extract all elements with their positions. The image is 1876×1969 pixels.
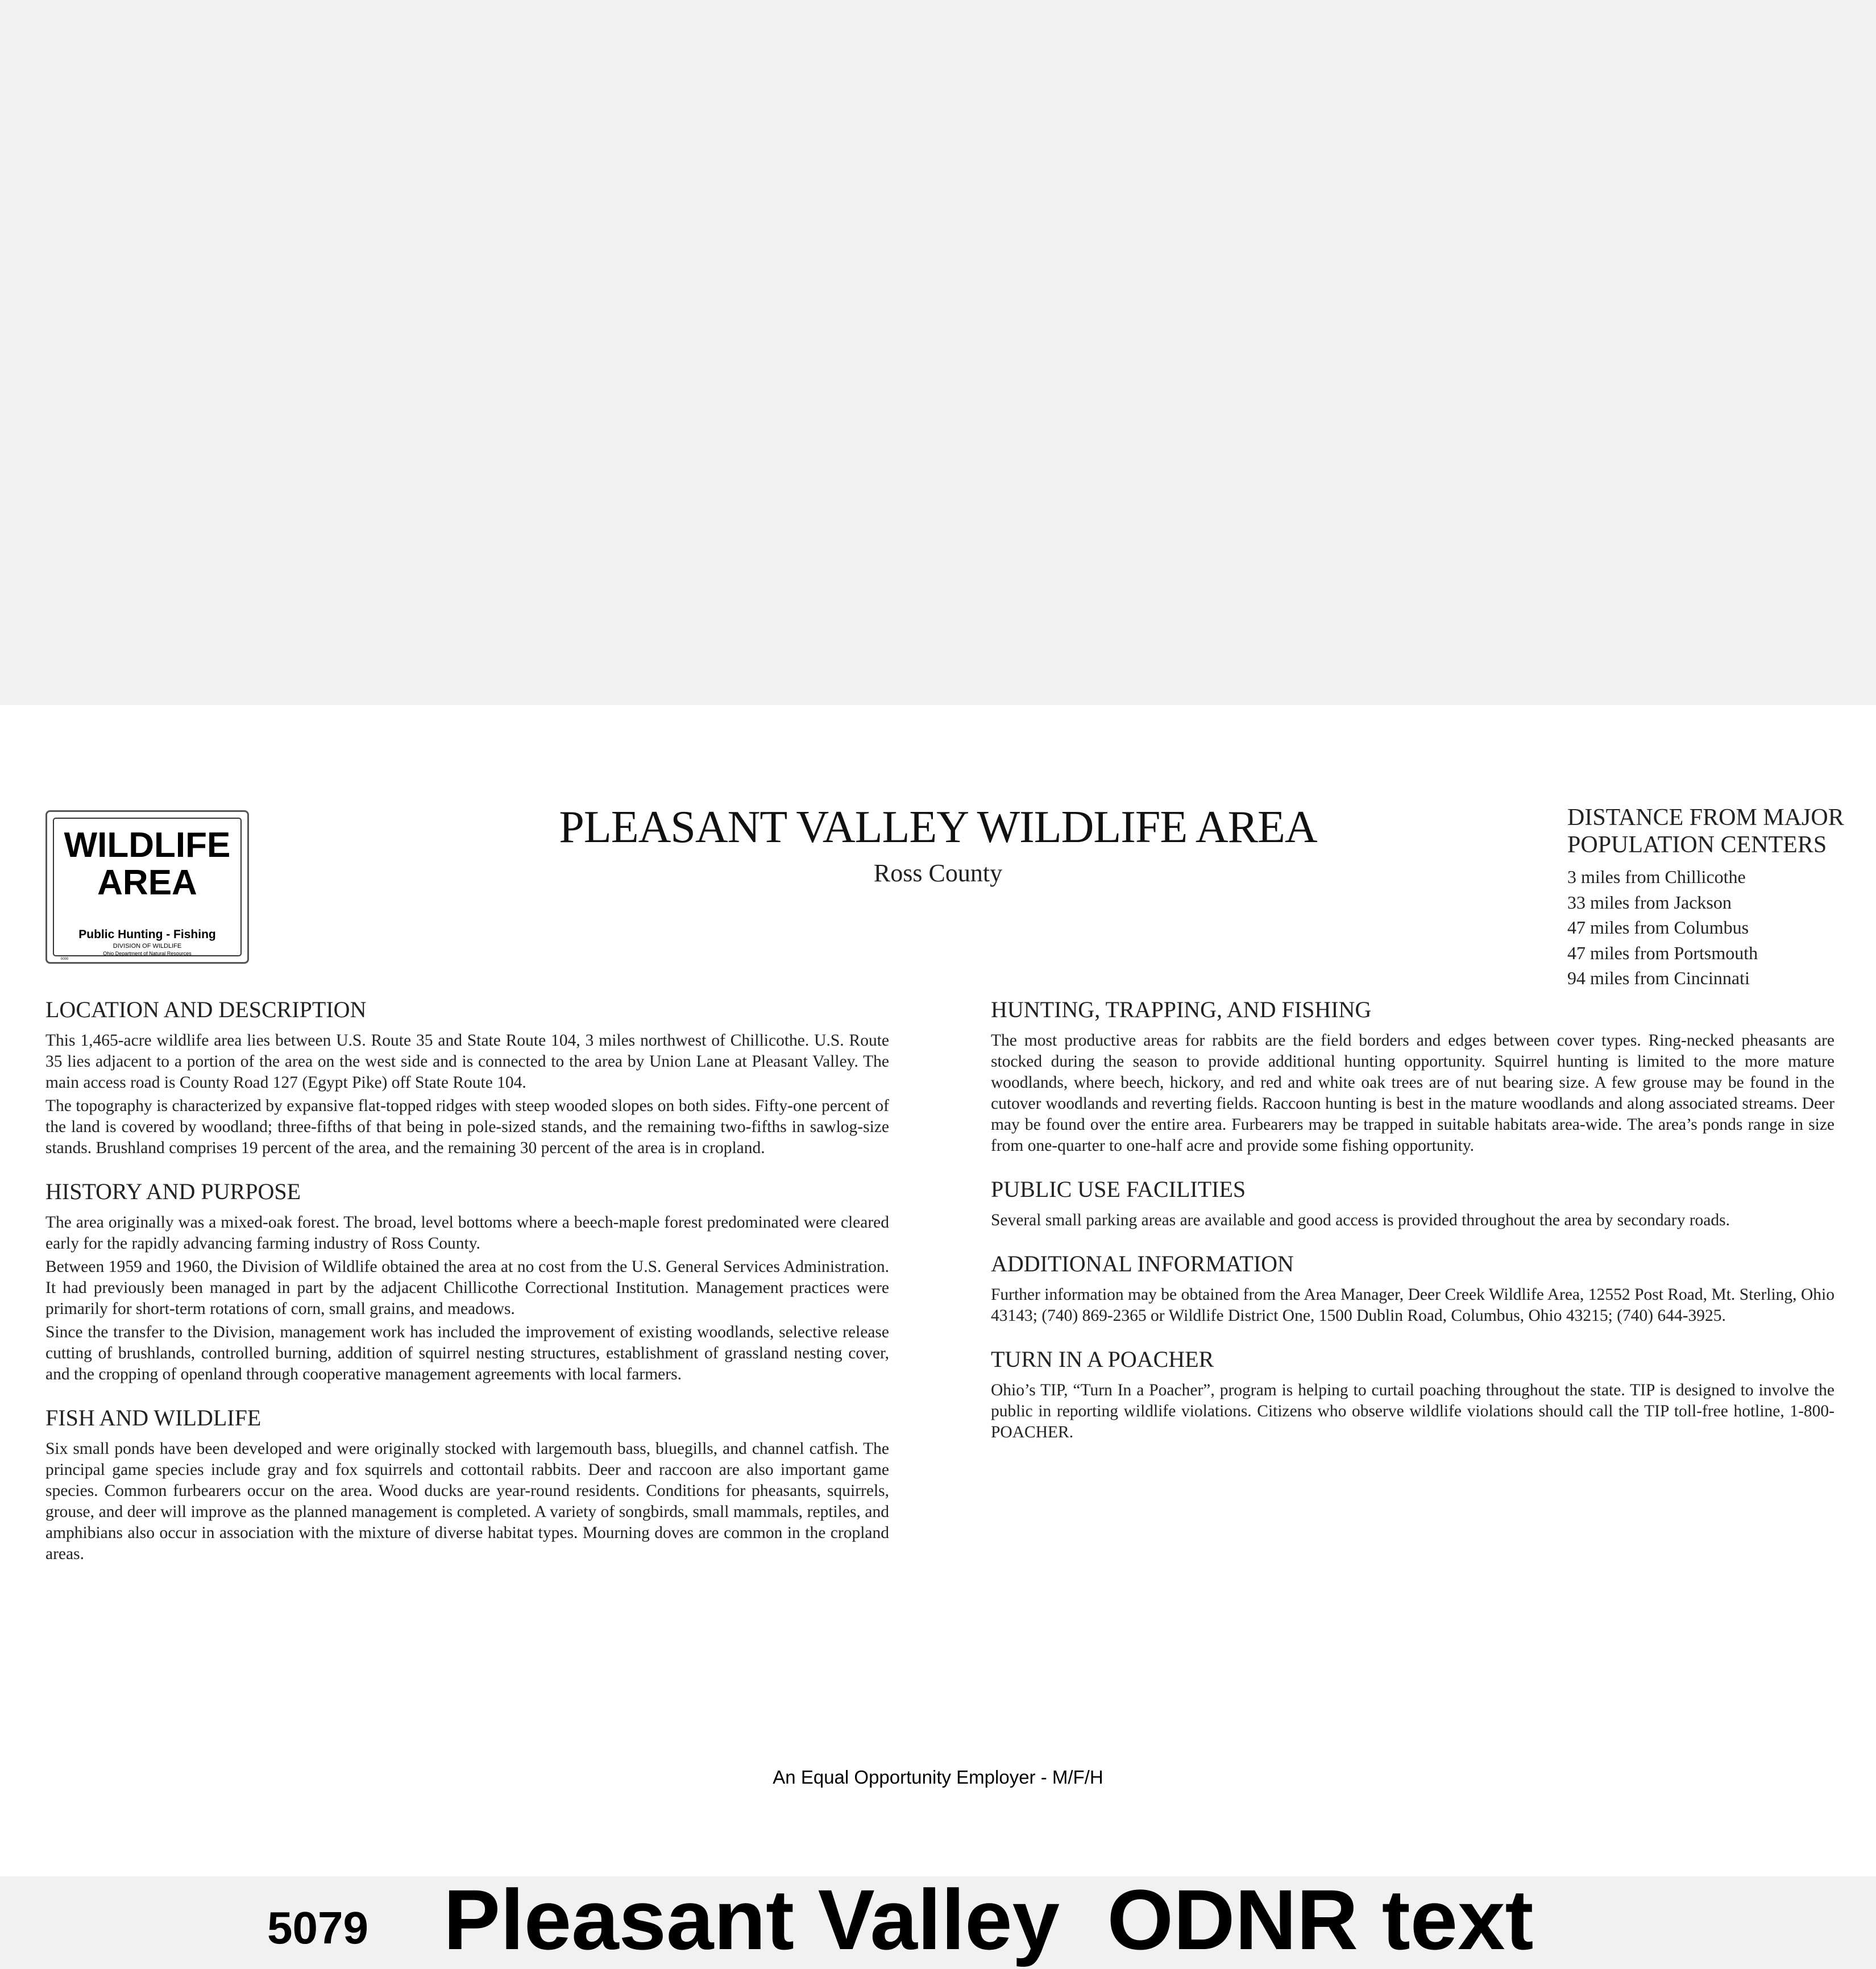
section-heading: HUNTING, TRAPPING, AND FISHING <box>991 997 1372 1022</box>
section-history <box>45 1178 889 1385</box>
section-facilities <box>991 1176 1835 1231</box>
sign-division: DIVISION OF WILDLIFE <box>113 943 182 950</box>
section-additional-info <box>991 1250 1835 1327</box>
distance-item: 47 miles from Portsmouth <box>1567 942 1758 963</box>
paragraph: Six small ponds have been developed and were originally stocked with largemouth bass, bluegills, and channel catfish. The principal game species include gray and fox squirrels and cottontail rabbits. Deer and raccoon are also important game species. Common furbearers occur on the area. Wood ducks are year-round residents. Conditions for pheasants, squirrels, grouse, and deer will improve as the planned management is completed. A variety of songbirds, small mammals, reptiles, and amphibians also occur in association with the mixture of diverse habitat types. Mourning doves are common in the cropland areas. <box>45 1440 889 1563</box>
section-poacher <box>991 1346 1835 1443</box>
distance-heading <box>1567 804 1863 859</box>
paragraph: Between 1959 and 1960, the Division of Wildlife obtained the area at no cost from the U.S. General Services Administration. It had previously been managed in part by the adjacent Chillicothe Correctional Institution. Management practices were primarily for short-term rotations of corn, small grains, and meadows. <box>45 1258 889 1318</box>
sign-title-line2: AREA <box>97 863 197 902</box>
sign-code: 0000 <box>61 957 69 961</box>
section-heading: TURN IN A POACHER <box>991 1346 1214 1372</box>
distance-item: 94 miles from Cincinnati <box>1567 968 1750 988</box>
distance-item: 33 miles from Jackson <box>1567 892 1732 913</box>
paragraph: Ohio’s TIP, “Turn In a Poacher”, program is helping to curtail poaching throughout the state. TIP is designed to involve the public in reporting wildlife violations. Citizens who observe wildlife violations should call the TIP toll-free hotline, 1-800-POACHER. <box>991 1381 1835 1441</box>
file-number: 5079 <box>267 1902 368 1953</box>
distance-item: 47 miles from Columbus <box>1567 917 1749 938</box>
distance-item: 3 miles from Chillicothe <box>1567 867 1746 887</box>
sign-department: Ohio Department of Natural Resources <box>103 951 192 956</box>
distance-heading-line2: POPULATION CENTERS <box>1567 832 1827 858</box>
page-title: PLEASANT VALLEY WILDLIFE AREA <box>559 802 1317 852</box>
right-column <box>991 996 1835 1462</box>
page-subtitle: Ross County <box>873 859 1003 887</box>
section-hunting <box>991 996 1835 1156</box>
section-heading: PUBLIC USE FACILITIES <box>991 1176 1246 1202</box>
section-heading: ADDITIONAL INFORMATION <box>991 1251 1294 1276</box>
section-heading: LOCATION AND DESCRIPTION <box>45 997 367 1022</box>
sign-subtitle: Public Hunting - Fishing <box>78 928 216 941</box>
distance-box <box>1567 804 1863 991</box>
sign-title-line1: WILDLIFE <box>64 826 231 865</box>
paragraph: Several small parking areas are available and good access is provided throughout the area by secondary roads. <box>991 1211 1730 1229</box>
section-heading: HISTORY AND PURPOSE <box>45 1179 301 1204</box>
paragraph: The most productive areas for rabbits are the field borders and edges between cover types. Ring-necked pheasants are stocked during the season to provide additional hunting opportunity. Squirrel hunting is limited to the more mature woodlands, where beech, hickory, and red and white oak trees are of nut bearing size. A few grouse may be found in the cutover woodlands and reverting fields. Raccoon hunting is best in the mature woodlands and along associated streams. Deer may be found over the entire area. Furbearers may be trapped in suitable habitats area-wide. The area’s ponds range in size from one-quarter to one-half acre and provide some fishing opportunity. <box>991 1031 1835 1155</box>
section-heading: FISH AND WILDLIFE <box>45 1405 262 1431</box>
file-label: Pleasant Valley ODNR text <box>443 1872 1534 1967</box>
footer-text: An Equal Opportunity Employer - M/F/H <box>773 1767 1103 1788</box>
paragraph: Since the transfer to the Division, management work has included the improvement of existing woodlands, selective release cutting of brushlands, controlled burning, addition of squirrel nesting structures, establishment of grassland nesting cover, and the cropping of openland through cooperative management agreements with local farmers. <box>45 1323 889 1383</box>
section-fish-wildlife <box>45 1404 889 1565</box>
left-column <box>45 996 889 1584</box>
paragraph: Further information may be obtained from the Area Manager, Deer Creek Wildlife Area, 12552 Post Road, Mt. Sterling, Ohio 43143; (740) 869-2365 or Wildlife District One, 1500 Dublin Road, Columbus, Ohio 43215; (740) 644-3925. <box>991 1286 1835 1325</box>
section-location <box>45 996 889 1159</box>
paragraph: The topography is characterized by expansive flat-topped ridges with steep wooded slopes on both sides. Fifty-one percent of the land is covered by woodland; three-fifths of that being in pole-sized stands, and the remaining two-fifths in sawlog-size stands. Brushland comprises 19 percent of the area, and the remaining 30 percent of the area is in cropland. <box>45 1097 889 1157</box>
paragraph: This 1,465-acre wildlife area lies between U.S. Route 35 and State Route 104, 3 miles northwest of Chillicothe. U.S. Route 35 lies adjacent to a portion of the area on the west side and is connected to the area by Union Lane at Pleasant Valley. The main access road is County Road 127 (Egypt Pike) off State Route 104. <box>45 1031 889 1092</box>
paragraph: The area originally was a mixed-oak forest. The broad, level bottoms where a beech-maple forest predominated were cleared early for the rapidly advancing farming industry of Ross County. <box>45 1213 889 1253</box>
distance-heading-line1: DISTANCE FROM MAJOR <box>1567 805 1844 831</box>
